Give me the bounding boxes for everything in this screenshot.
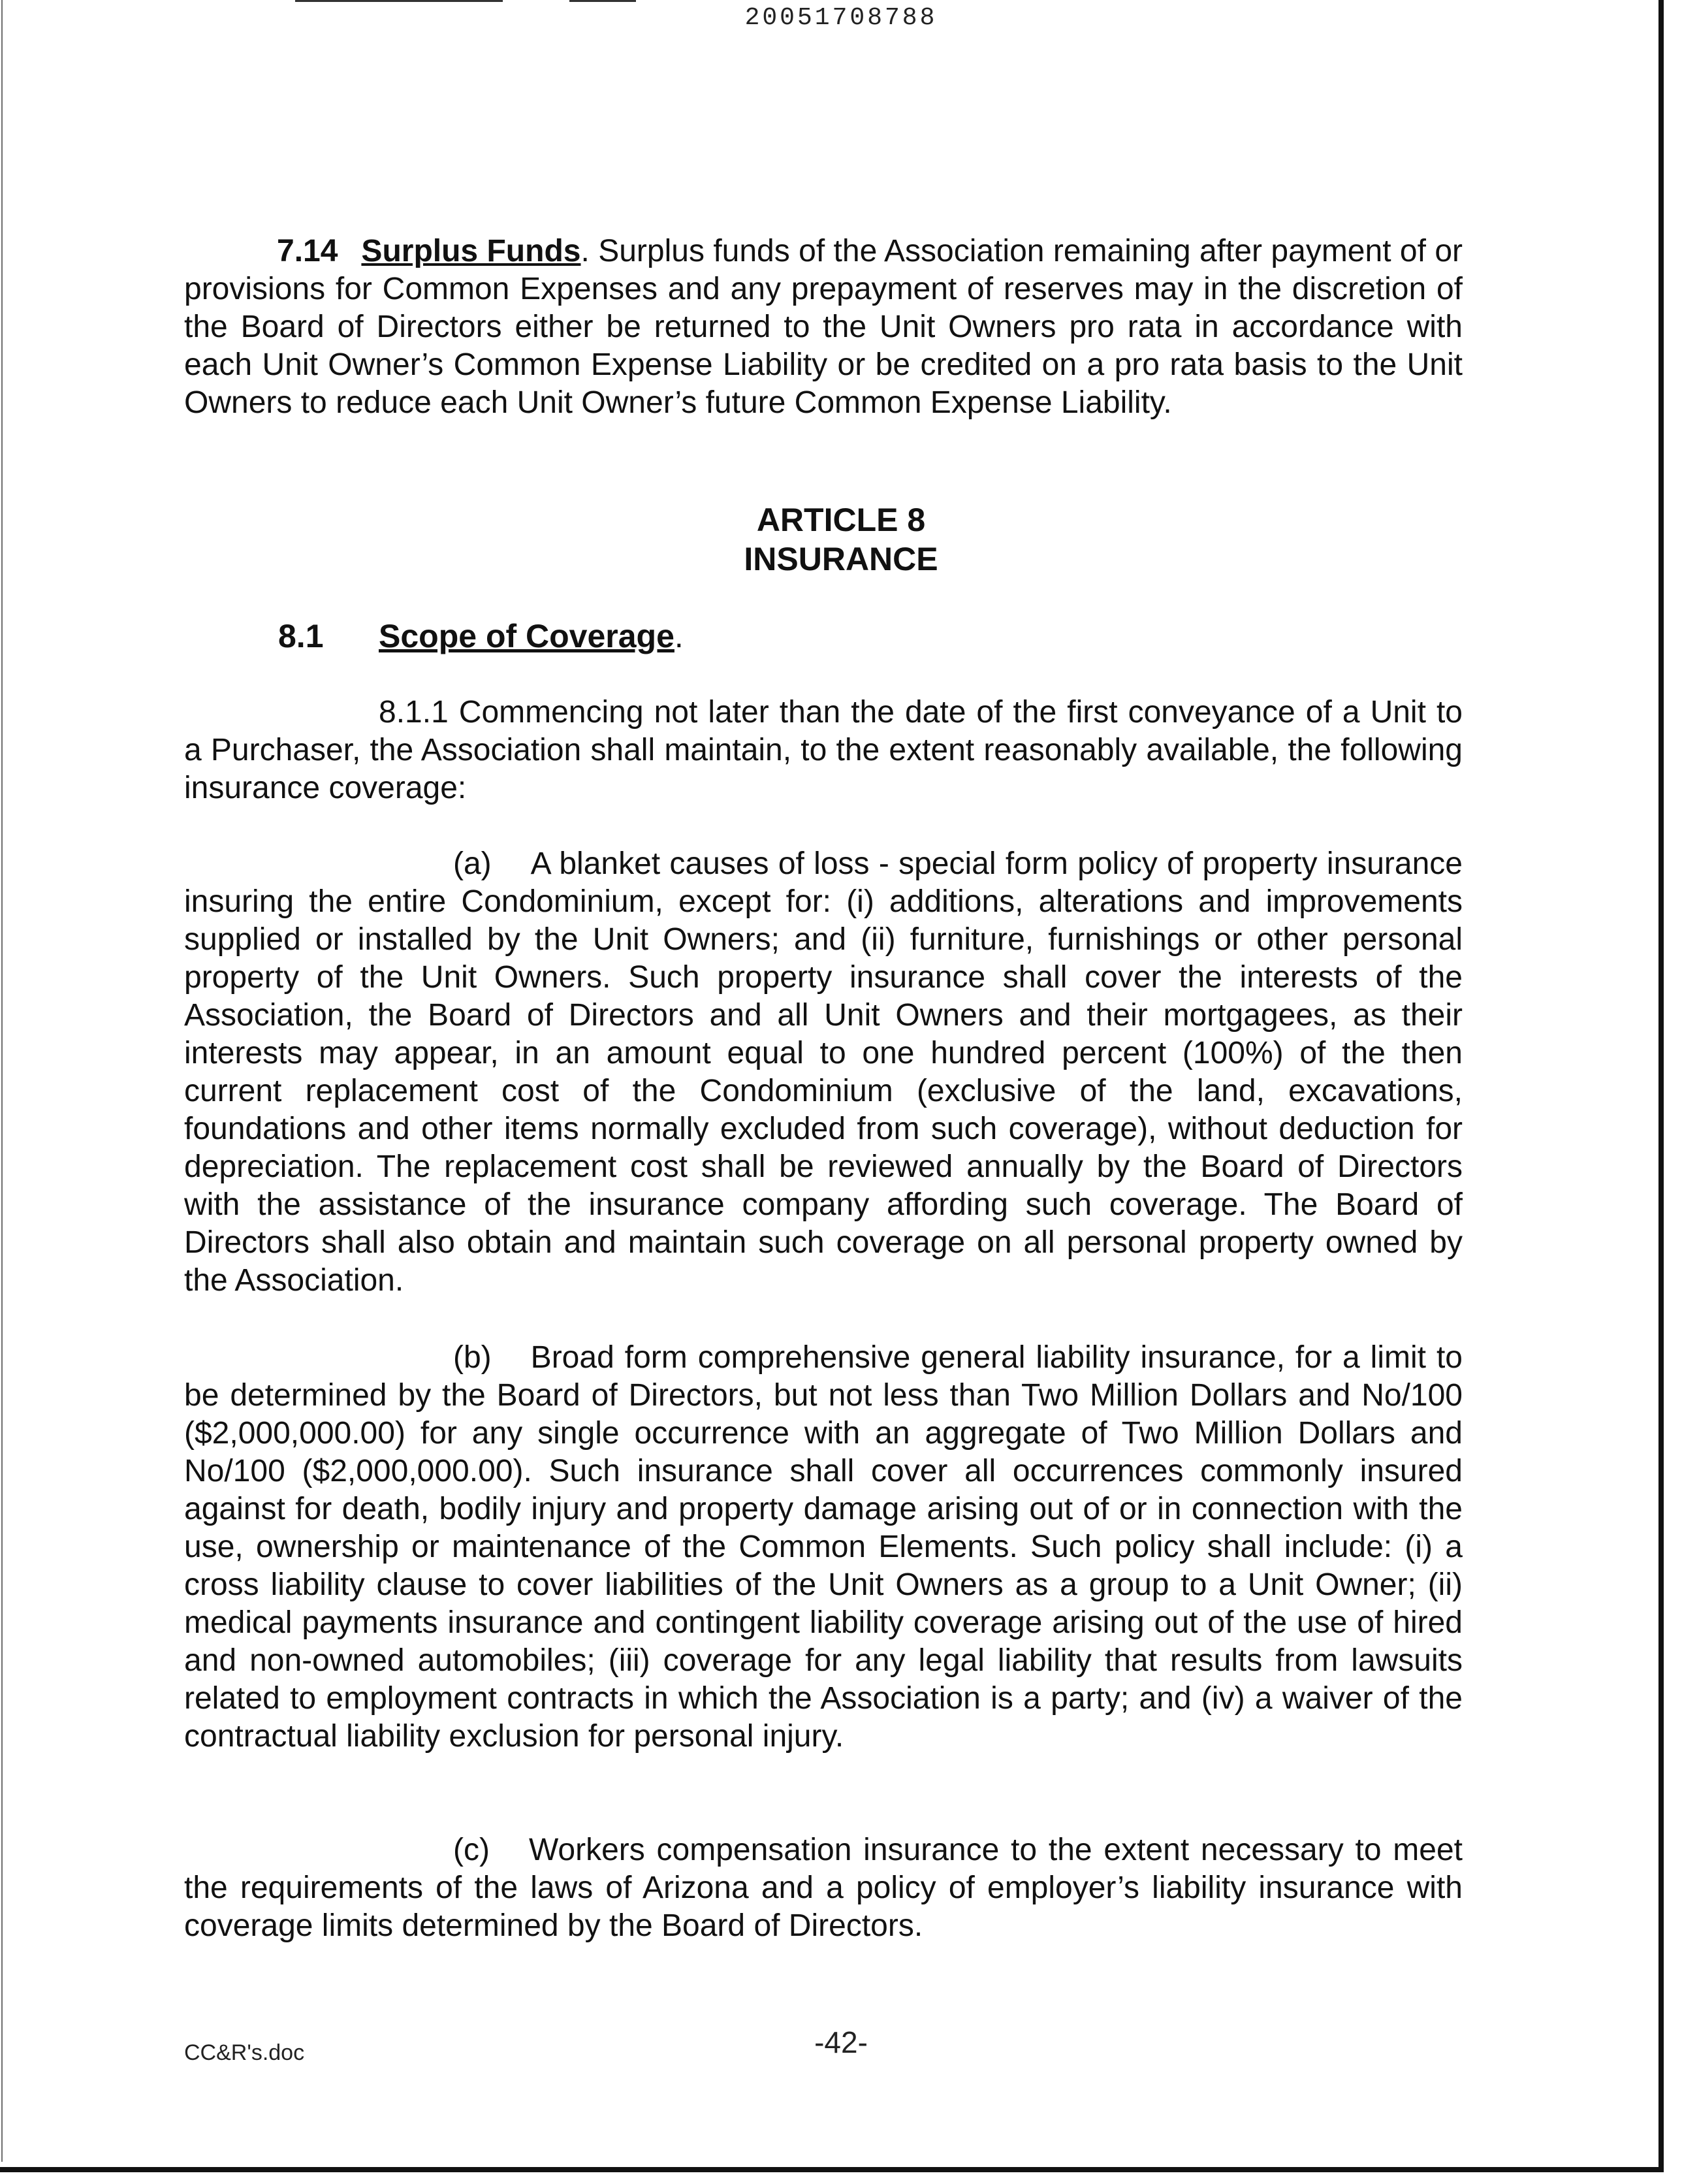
paragraph-text: 8.1.1 Commencing not later than the date of the first conveyance of a Unit to a Purchaser, the Association shall maintain, to the extent reasonably available, the following insurance coverage: [184,695,1463,805]
scan-right-border [1658,0,1664,2172]
page-number: -42- [814,2025,868,2059]
article-heading [0,500,1682,579]
section-number: 8.1 [278,618,324,654]
list-marker: (a) [453,846,492,881]
list-marker: (c) [453,1833,490,1867]
section-title: Surplus Funds [361,234,581,268]
scan-left-edge [1,0,3,2162]
list-item-b [184,1339,1463,1756]
section-number: 7.14 [277,234,338,268]
section-title-punct: . [580,234,590,268]
list-item-text: A blanket causes of loss - special form policy of property insurance insuring the entire Condominium, except for: (i) additions, alterations and improvements supplied or installed by the Unit Owners; and (ii) furniture, furnishings or other personal property of the Unit Owners. Such property insurance shall cover the interests of the Association, the Board of Directors and all Unit Owners and their mortgagees, as their interests may appear, in an amount equal to one hundred percent (100%) of the then current replacement cost of the Condominium (exclusive of the land, excavations, foundations and other items normally excluded from such coverage), without deduction for depreciation. The replacement cost shall be reviewed annually by the Board of Directors with the assistance of the insurance company affording such coverage. The Board of Directors shall also obtain and maintain such coverage on all personal property owned by the Association. [184,846,1463,1298]
article-title: INSURANCE [744,541,938,577]
scan-top-rule [569,0,636,2]
section-title: Scope of Coverage [379,618,674,654]
scan-bottom-border [0,2167,1664,2172]
section-body: Surplus funds of the Association remaining after payment of or provisions for Common Expenses and any prepayment of reserves may in the discretion of the Board of Directors either be returned to the Unit Owners pro rata in accordance with each Unit Owner’s Common Expense Liability or be credited on a pro rata basis to the Unit Owners to reduce each Unit Owner’s future Common Expense Liability. [184,234,1463,420]
document-number: 20051708788 [744,4,938,32]
paragraph-8-1-1 [184,694,1463,807]
footer-file-name: CC&R's.doc [184,2040,305,2065]
scan-top-rule [295,0,503,2]
article-number: ARTICLE 8 [756,502,926,538]
list-item-a [184,845,1463,1300]
section-title-punct: . [674,618,684,654]
section-7-14-paragraph [184,233,1463,422]
list-item-text: Workers compensation insurance to the extent necessary to meet the requirements of the laws of Arizona and a policy of employer’s liability insurance with coverage limits determined by the Board of Directors. [184,1833,1463,1943]
list-item-text: Broad form comprehensive general liability insurance, for a limit to be determined by the Board of Directors, but not less than Two Million Dollars and No/100 ($2,000,000.00) for any single occurrence with an aggregate of Two Million Dollars and No/100 ($2,000,000.00). Such insurance shall cover all occurrences commonly insured against for death, bodily injury and property damage arising out of or in connection with the use, ownership or maintenance of the Common Elements. Such policy shall include: (i) a cross liability clause to cover liabilities of the Unit Owners as a group to a Unit Owner; (ii) medical payments insurance and contingent liability coverage arising out of the use of hired and non-owned automobiles; (iii) coverage for any legal liability that results from lawsuits related to employment contracts in which the Association is a party; and (iv) a waiver of the contractual liability exclusion for personal injury. [184,1340,1463,1754]
list-item-c [184,1831,1463,1945]
section-8-1-heading [278,617,684,656]
list-marker: (b) [453,1340,492,1375]
